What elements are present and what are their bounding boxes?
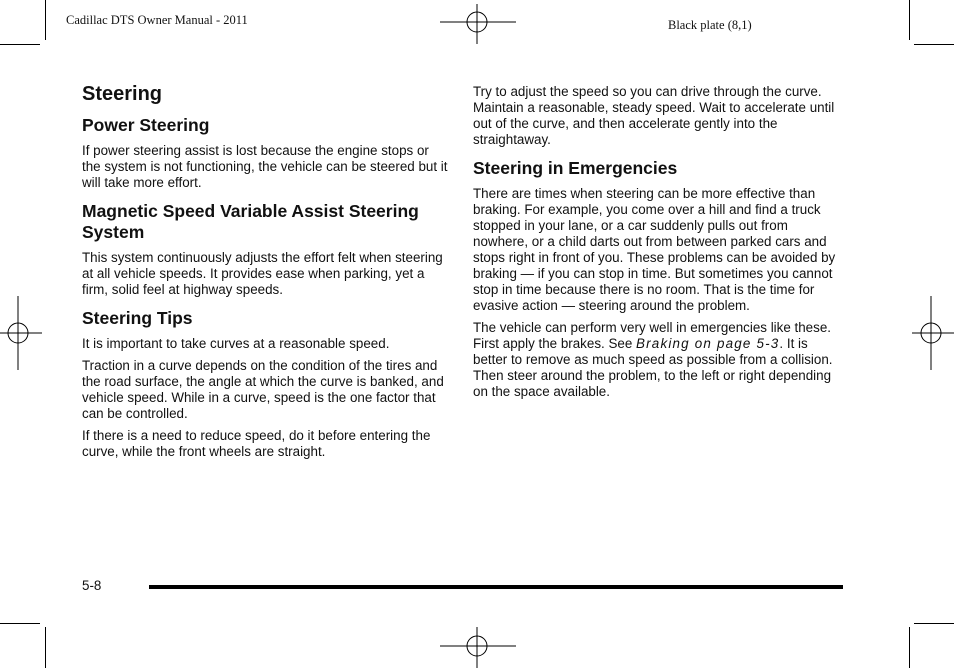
page-title: Steering [82,83,163,105]
section-heading: Steering in Emergencies [473,158,678,178]
paragraph-text: . It is better to remove as much speed as possible from a collision. Then steer around the problem, to the left or right depending on the space available. [473,336,833,399]
paragraph: There are times when steering can be more effective than braking. For example, you come over a hill and find a truck stopped in your lane, or a car suddenly pulls out from nowhere, or a child darts out from between parked cars and stops right in front of you. These problems can be avoided by braking — if you can stop in time. But sometimes you cannot stop in time because there is no room. That is the time for evasive action — steering around the problem. [473,186,836,313]
paragraph: Traction in a curve depends on the condition of the tires and the road surface, the angle at which the curve is banked, and vehicle speed. While in a curve, speed is the one factor that can be controlled. [82,358,444,421]
paragraph: If power steering assist is lost because the engine stops or the system is not functioning, the vehicle can be steered but it will take more effort. [82,143,448,190]
section-heading: Power Steering [82,115,210,135]
paragraph: If there is a need to reduce speed, do it before entering the curve, while the front wheels are straight. [82,428,431,459]
section-steering-tips [82,308,450,460]
document-title: Cadillac DTS Owner Manual - 2011 [66,13,248,27]
paragraph [473,320,845,400]
section-steering-emergencies [473,158,845,400]
crop-mark [914,623,954,624]
registration-mark-top [440,4,516,44]
plate-label: Black plate (8,1) [668,18,752,32]
section-heading: Magnetic Speed Variable Assist Steering System [82,201,419,242]
footer-rule [149,585,843,589]
crop-mark [0,44,40,45]
right-column [473,84,845,410]
registration-mark-right [912,296,954,370]
paragraph: This system continuously adjusts the effort felt when steering at all vehicle speeds. It provides ease when parking, yet a firm, solid feel at highway speeds. [82,250,443,297]
paragraph: Try to adjust the speed so you can drive through the curve. Maintain a reasonable, steady speed. Wait to accelerate until out of the curve, and then accelerate gently into the straightaway. [473,84,835,147]
left-column [82,82,450,470]
registration-mark-left [0,296,42,370]
crop-mark [909,0,910,40]
paragraph-text: The vehicle can perform very well in emergencies like these. First apply the brakes. See [473,320,831,351]
paragraph: It is important to take curves at a reasonable speed. [82,336,390,351]
registration-mark-bottom [440,627,516,668]
page-number: 5-8 [82,578,102,593]
crop-mark [0,623,40,624]
crop-mark [909,627,910,668]
crop-mark [45,627,46,668]
crop-mark [914,44,954,45]
section-heading: Steering Tips [82,308,193,328]
crop-mark [45,0,46,40]
section-power-steering [82,115,450,191]
cross-reference-link[interactable]: Braking on page 5-3 [636,336,780,351]
section-magnetic-steering [82,201,450,298]
